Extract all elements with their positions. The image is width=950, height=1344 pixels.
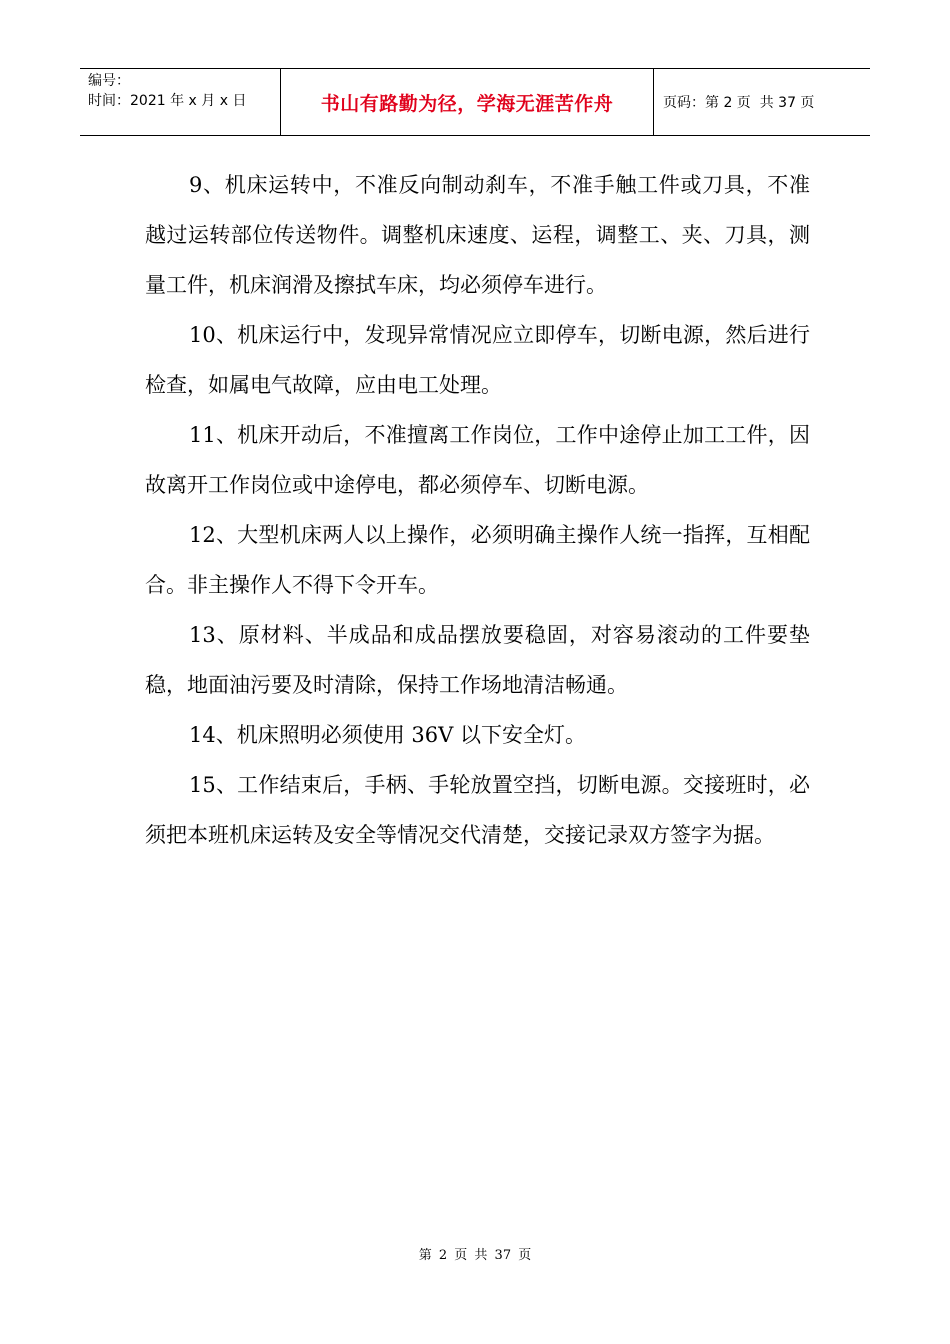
page-footer: 第 2 页 共 37 页	[418, 1248, 532, 1263]
rule-paragraph-13: 13、原材料、半成品和成品摆放要稳固，对容易滚动的工件要垫稳，地面油污要及时清除，保持工作场地清洁畅通。	[145, 623, 810, 697]
rule-paragraph-10: 10、机床运行中，发现异常情况应立即停车，切断电源，然后进行检查，如属电气故障，应由电工处理。	[145, 323, 810, 397]
header-meta	[80, 69, 281, 135]
header-page-code: 页码：第 2 页 共 37 页	[663, 95, 815, 111]
document-time: 时间：2021 年 x 月 x 日	[88, 93, 247, 109]
rule-paragraph-9: 9、机床运转中，不准反向制动刹车，不准手触工件或刀具，不准越过运转部位传送物件。调整机床速度、运程，调整工、夹、刀具，测量工件，机床润滑及擦拭车床，均必须停车进行。	[145, 173, 810, 297]
rule-paragraph-11: 11、机床开动后，不准擅离工作岗位，工作中途停止加工工件，因故离开工作岗位或中途停电，都必须停车、切断电源。	[145, 423, 810, 497]
header-motto-cell	[281, 69, 654, 135]
document-number-label: 编号：	[88, 73, 130, 89]
header-motto: 书山有路勤为径，学海无涯苦作舟	[320, 92, 614, 115]
document-body	[145, 160, 810, 860]
rule-paragraph-14: 14、机床照明必须使用 36V 以下安全灯。	[189, 723, 586, 747]
page-header	[80, 68, 870, 136]
rule-paragraph-12: 12、大型机床两人以上操作，必须明确主操作人统一指挥，互相配合。非主操作人不得下令开车。	[145, 523, 810, 597]
rule-paragraph-15: 15、工作结束后，手柄、手轮放置空挡，切断电源。交接班时，必须把本班机床运转及安全等情况交代清楚，交接记录双方签字为据。	[145, 773, 810, 847]
header-page-code-cell	[654, 69, 870, 135]
